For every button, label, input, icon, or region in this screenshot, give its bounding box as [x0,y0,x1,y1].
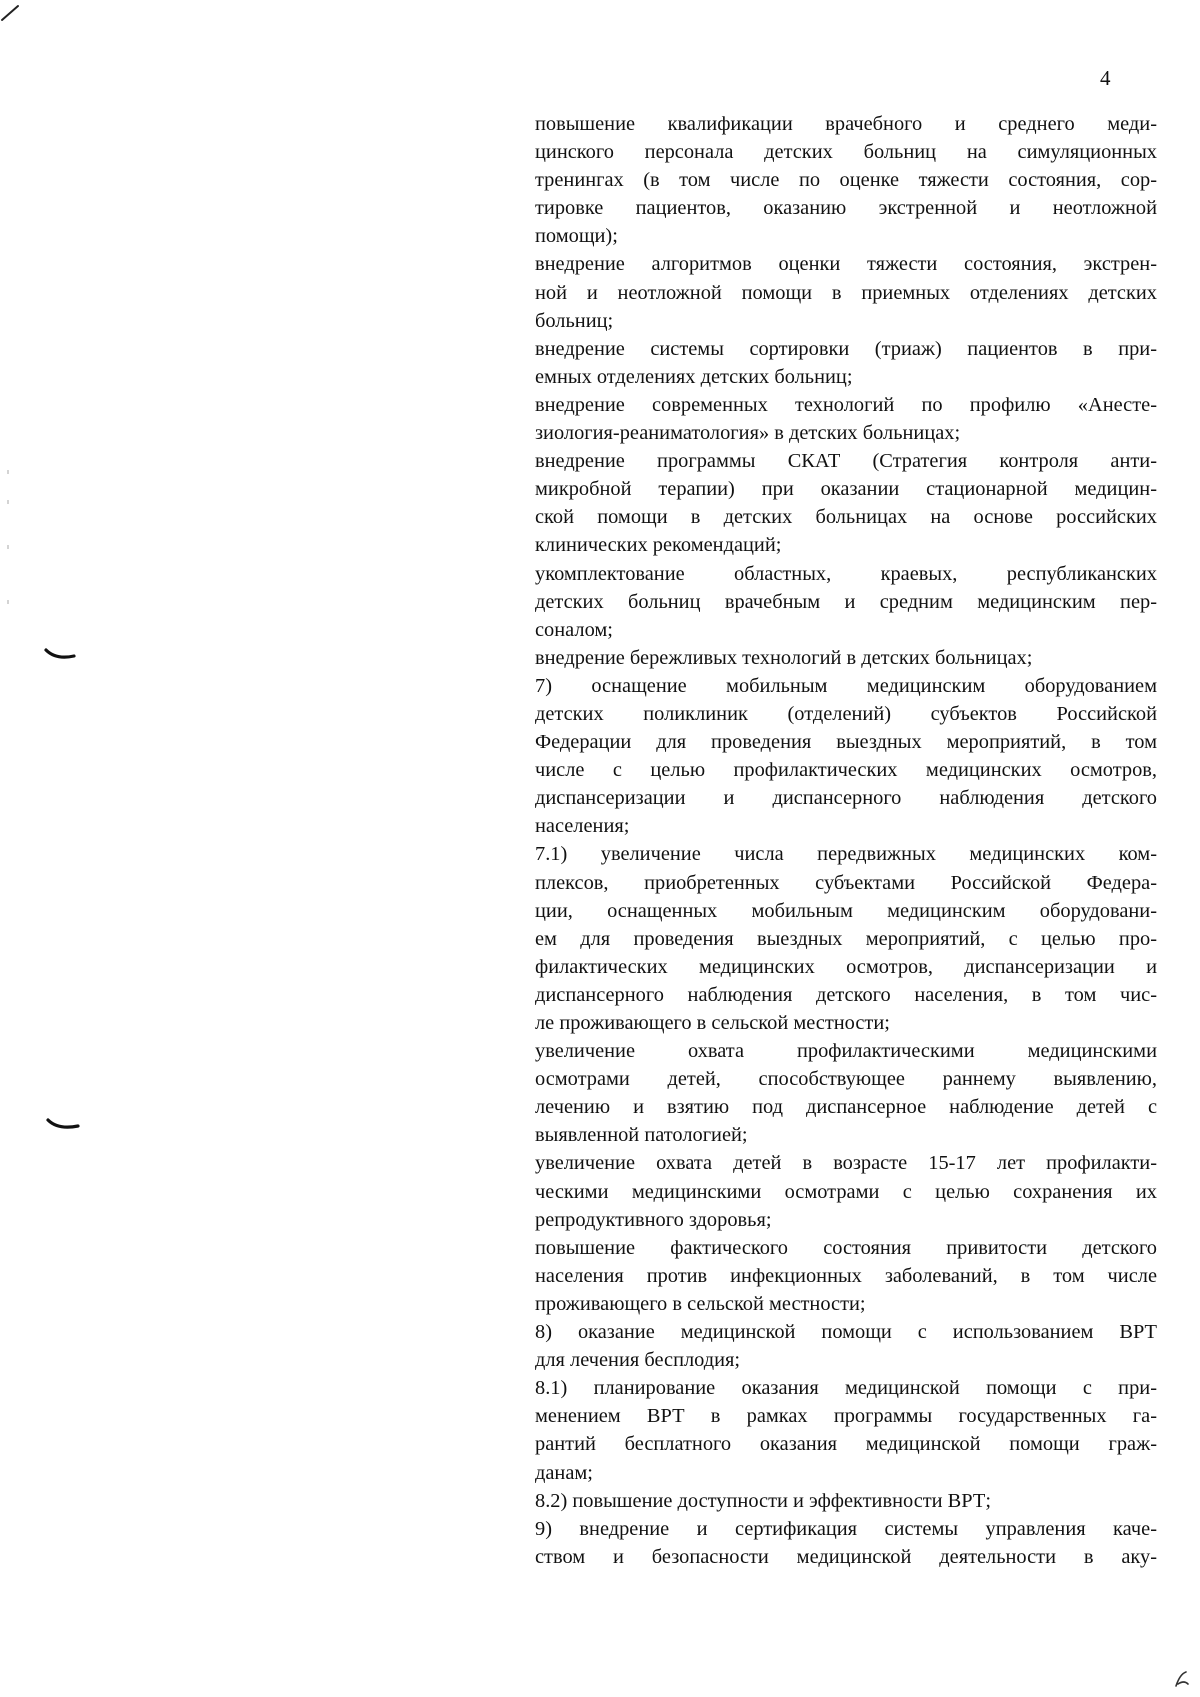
text-line: плексов, приобретенных субъектами Российской Федера- [535,871,1157,894]
text-line: населения; [535,815,630,838]
text-line: лечению и взятию под диспансерное наблюдение детей с [535,1096,1157,1119]
text-line: увеличение охвата детей в возрасте 15-17 лет профилакти- [535,1152,1157,1175]
text-line: проживающего в сельской местности; [535,1292,866,1315]
text-line: выявленной патологией; [535,1124,748,1147]
text-line: внедрение системы сортировки (триаж) пациентов в при- [535,337,1157,360]
text-line: внедрение алгоритмов оценки тяжести состояния, экстрен- [535,253,1157,276]
text-line: ной и неотложной помощи в приемных отделениях детских [535,281,1157,304]
text-line: емных отделениях детских больниц; [535,365,853,388]
text-line: соналом; [535,618,613,641]
text-line: рантий бесплатного оказания медицинской помощи граж- [535,1433,1157,1456]
text-line: диспансерного наблюдения детского населения, в том чис- [535,983,1157,1006]
text-line: данам; [535,1461,593,1484]
text-line: клинических рекомендаций; [535,534,782,557]
text-line: внедрение программы СКАТ (Стратегия контроля анти- [535,450,1157,473]
text-line: осмотрами детей, способствующее раннему выявлению, [535,1068,1157,1091]
text-line: населения против инфекционных заболеваний, в том числе [535,1264,1157,1287]
corner-pen-mark [2,6,18,20]
text-line: менением ВРТ в рамках программы государственных га- [535,1405,1157,1428]
text-line: микробной терапии) при оказании стационарной медицин- [535,478,1157,501]
text-line: 9) внедрение и сертификация системы управления каче- [535,1517,1157,1540]
text-line: больниц; [535,309,614,332]
text-line: детских больниц врачебным и средним медицинским пер- [535,590,1157,613]
text-line: повышение фактического состояния привитости детского [535,1236,1157,1259]
text-line: внедрение бережливых технологий в детских больницах; [535,646,1033,669]
text-line: тировке пациентов, оказанию экстренной и неотложной [535,197,1157,220]
text-line: диспансеризации и диспансерного наблюдения детского [535,787,1157,810]
text-line: ством и безопасности медицинской деятельности в аку- [535,1545,1157,1568]
text-line: ской помощи в детских больницах на основе российских [535,506,1157,529]
text-line: ческими медицинскими осмотрами с целью сохранения их [535,1180,1157,1203]
text-line: внедрение современных технологий по профилю «Анесте- [535,393,1157,416]
page-number: 4 [1100,66,1111,90]
text-line: филактических медицинских осмотров, диспансеризации и [535,955,1157,978]
text-line: детских поликлиник (отделений) субъектов Российской [535,702,1157,725]
text-line: 7.1) увеличение числа передвижных медицинских ком- [535,843,1157,866]
text-line: 7) оснащение мобильным медицинским оборудованием [535,674,1157,697]
text-line: укомплектование областных, краевых, республиканских [535,562,1157,585]
text-line: числе с целью профилактических медицинских осмотров, [535,759,1157,782]
text-line: для лечения бесплодия; [535,1349,741,1372]
text-line: цинского персонала детских больниц на симуляционных [535,141,1157,164]
text-line: ле проживающего в сельской местности; [535,1012,890,1034]
text-line: тренингах (в том числе по оценке тяжести состояния, сор- [535,169,1157,192]
text-line: 8.2) повышение доступности и эффективности ВРТ; [535,1489,991,1512]
text-line: повышение квалификации врачебного и среднего меди- [535,113,1157,135]
text-line: Федерации для проведения выездных мероприятий, в том [535,731,1157,754]
text-line: 8.1) планирование оказания медицинской помощи с при- [535,1377,1157,1400]
corner-page-mark [1176,1672,1188,1686]
binding-punch-mark-lower [48,1120,78,1127]
text-line: ем для проведения выездных мероприятий, с целью про- [535,927,1157,950]
text-line: репродуктивного здоровья; [535,1208,772,1231]
text-line: зиология-реаниматология» в детских больницах; [535,422,961,445]
text-line: ции, оснащенных мобильным медицинским оборудовани- [535,899,1157,922]
binding-punch-mark-upper [46,650,74,657]
text-line: 8) оказание медицинской помощи с использованием ВРТ [535,1321,1157,1344]
text-line: увеличение охвата профилактическими медицинскими [535,1040,1157,1063]
text-line: помощи); [535,225,618,248]
